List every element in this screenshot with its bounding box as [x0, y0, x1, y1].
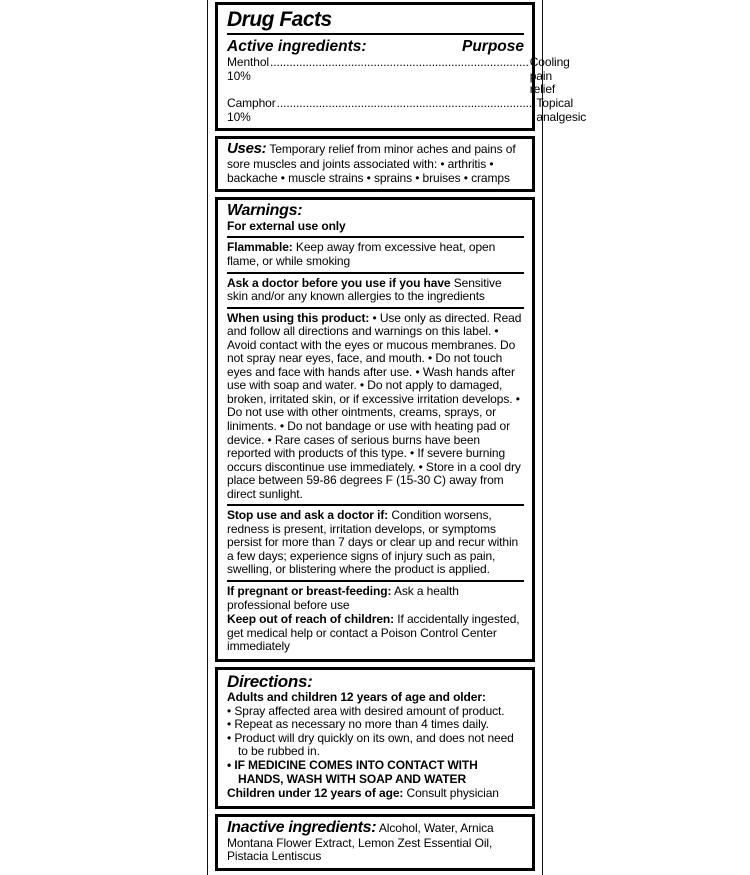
- active-ingredients-header: [227, 37, 524, 56]
- warning-when-using: [227, 312, 524, 502]
- divider-rule: [227, 504, 524, 506]
- ingredient-purpose: Cooling pain relief: [529, 54, 570, 97]
- divider-rule: [227, 236, 524, 238]
- warning-ask-doctor-text: Sensitive skin and/or any known allergies to the ingredients: [227, 275, 502, 304]
- warning-children-label: Keep out of reach of children:: [227, 612, 395, 627]
- warning-ask-doctor-label: Ask a doctor before you use if you have: [227, 275, 451, 290]
- warning-when-using-text: • Use only as directed. Read and follow all directions and warnings on this label. • Avoid contact with the eyes or mucous membranes. Do not spray near eyes, face, and mouth. • Do not touch eyes and face with hands after use. • Wash hands after use with soap and water. • Do not apply to damaged, broken, irritated skin, or if excessive irritation develops. • Do not use with other ointments, creams, sprays, or liniments. • Do not bandage or use with heating pad or device. • Rare cases of serious burns have been reported with products of this type. • If severe burning occurs discontinue use immediately. • Store in a cool dry place between 59-86 degrees F (15-30 C) away from direct sunlight.: [227, 310, 522, 501]
- uses-text: Temporary relief from minor aches and pains of sore muscles and joints associated with: • arthritis • backache • muscle strains • sprains • bruises • cramps: [227, 142, 516, 185]
- directions-bullet: • Spray affected area with desired amount of product.: [227, 703, 505, 718]
- ingredient-purpose: Topical analgesic: [536, 95, 587, 124]
- dot-leader: [270, 56, 529, 70]
- directions-children: [227, 787, 524, 801]
- divider-rule: [227, 307, 524, 309]
- drug-facts-label: [207, 0, 587, 875]
- warning-when-using-label: When using this product:: [227, 310, 370, 325]
- section-active-ingredients: [215, 2, 587, 131]
- dot-leader: [277, 97, 536, 111]
- drug-facts-title: Drug Facts: [227, 8, 332, 31]
- warning-flammable: [227, 241, 524, 268]
- ingredient-row: [227, 95, 587, 124]
- active-ingredients-heading: Active ingredients:: [227, 38, 367, 56]
- divider-rule: [227, 272, 524, 274]
- purpose-heading: Purpose: [461, 38, 524, 56]
- directions-heading: Directions:: [227, 671, 313, 691]
- section-uses: [215, 136, 535, 192]
- warning-flammable-label: Flammable:: [227, 240, 293, 255]
- inactive-heading: Inactive ingredients:: [227, 818, 377, 836]
- warnings-subheading: For external use only: [227, 218, 346, 233]
- uses-heading: Uses:: [227, 140, 267, 158]
- warning-stop-use-text: Condition worsens, redness is present, irritation develops, or symptoms persist for more than 7 days or clear up and recur within a few days; experience signs of injury such as pain, swelling, or blistering where the product is applied.: [227, 508, 519, 577]
- directions-bullet: • Repeat as necessary no more than 4 times daily.: [227, 717, 489, 732]
- warning-stop-use-label: Stop use and ask a doctor if:: [227, 508, 389, 523]
- directions-bullet: • Product will dry quickly on its own, and does not need to be rubbed in.: [227, 730, 514, 759]
- warning-ask-doctor: [227, 277, 524, 304]
- inactive-text: Alcohol, Water, Arnica Montana Flower Extract, Lemon Zest Essential Oil, Pistacia Lentiscus: [227, 820, 494, 864]
- section-inactive-ingredients: [215, 814, 535, 871]
- warning-pregnancy-text: Ask a health professional before use: [227, 584, 459, 612]
- divider-rule: [227, 580, 524, 582]
- ingredient-row: [227, 54, 570, 97]
- directions-children-text: Consult physician: [406, 786, 499, 801]
- directions-children-label: Children under 12 years of age:: [227, 786, 404, 801]
- warning-flammable-text: Keep away from excessive heat, open flame, or while smoking: [227, 240, 496, 268]
- warning-pregnancy-label: If pregnant or breast-feeding:: [227, 584, 392, 599]
- ingredient-name: Camphor 10%: [227, 95, 276, 124]
- warning-children-text: If accidentally ingested, get medical help or contact a Poison Control Center immediately: [227, 612, 520, 654]
- warnings-heading: Warnings:: [227, 202, 303, 220]
- warning-children: [227, 613, 524, 654]
- uses-paragraph: [227, 141, 524, 185]
- section-warnings: [215, 197, 535, 661]
- directions-bold-bullet: • IF MEDICINE COMES INTO CONTACT WITH HANDS, WASH WITH SOAP AND WATER: [227, 758, 478, 786]
- section-directions: [215, 667, 535, 809]
- inactive-paragraph: [227, 819, 524, 864]
- title-divider: [227, 33, 524, 35]
- ingredient-name: Menthol 10%: [227, 54, 269, 83]
- directions-adults-heading: Adults and children 12 years of age and older:: [227, 690, 486, 705]
- warning-pregnancy: [227, 585, 524, 612]
- warning-stop-use: [227, 509, 524, 577]
